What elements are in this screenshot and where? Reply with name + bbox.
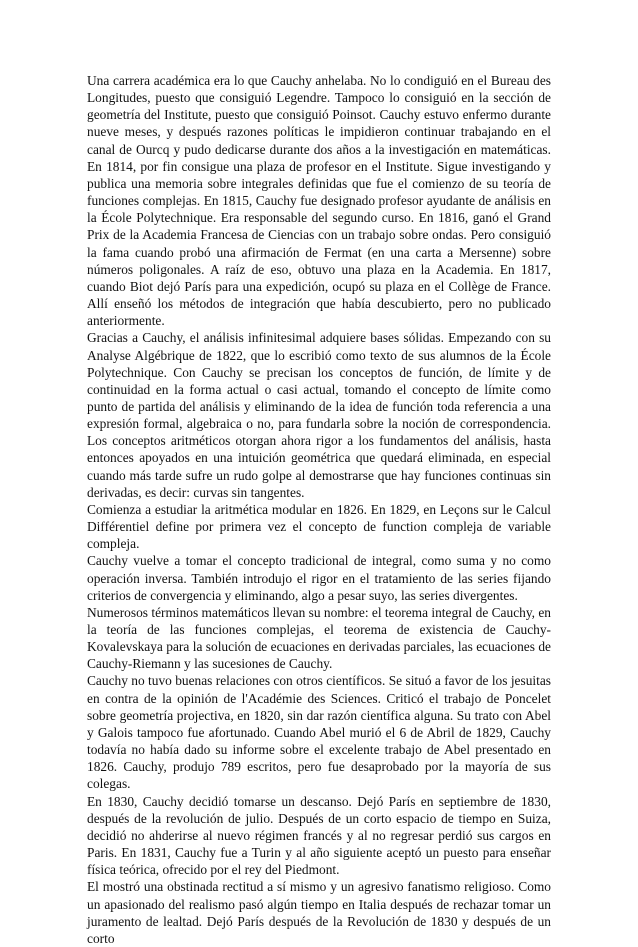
paragraph: En 1830, Cauchy decidió tomarse un descanso. Dejó París en septiembre de 1830, después de la revolución de julio. Después de un corto espacio de tiempo en Suiza, decidió no ahderirse al nuevo régimen francés y al no regresar perdió sus cargos en Paris. En 1831, Cauchy fue a Turin y al año siguiente aceptó un puesto para enseñar física teórica, ofrecido por el rey del Piedmont. bbox=[87, 793, 551, 878]
paragraph: Comienza a estudiar la aritmética modular en 1826. En 1829, en Leçons sur le Calcul Différentiel define por primera vez el concepto de function compleja de variable compleja. bbox=[87, 501, 551, 552]
paragraph: Cauchy no tuvo buenas relaciones con otros científicos. Se situó a favor de los jesuitas en contra de la opinión de l'Académie des Sciences. Criticó el trabajo de Poncelet sobre geometría projectiva, en 1820, sin dar razón científica alguna. Su trato con Abel y Galois tampoco fue afortunado. Cuando Abel murió el 6 de Abril de 1829, Cauchy todavía no había dado su informe sobre el excelente trabajo de Abel presentado en 1826. Cauchy, produjo 789 escritos, pero fue desaprobado por la mayoría de sus colegas. bbox=[87, 673, 551, 792]
paragraph: Numerosos términos matemáticos llevan su nombre: el teorema integral de Cauchy, en la teoría de las funciones complejas, el teorema de existencia de Cauchy-Kovalevskaya para la solución de ecuaciones en derivadas parciales, las ecuaciones de Cauchy-Riemann y las sucesiones de Cauchy. bbox=[87, 604, 551, 672]
document-page bbox=[87, 72, 551, 947]
paragraph: Cauchy vuelve a tomar el concepto tradicional de integral, como suma y no como operación inversa. También introdujo el rigor en el tratamiento de las series fijando criterios de convergencia y eliminando, algo a pesar suyo, las series divergentes. bbox=[87, 553, 551, 603]
paragraph: Una carrera académica era lo que Cauchy anhelaba. No lo condiguió en el Bureau des Longitudes, puesto que consiguió Legendre. Tampoco lo consiguió en la sección de geometría del Institute, puesto que consiguió Poinsot. Cauchy estuvo enfermo durante nueve meses, y después razones políticas le impidieron continuar trabajando en el canal de Ourcq y pudo dedicarse durante dos años a la investigación en matemáticas. En 1814, por fin consigue una plaza de profesor en el Institute. Sigue investigando y publica una memoria sobre integrales definidas que fue el comienzo de su teoría de funciones complejas. En 1815, Cauchy fue designado profesor ayudante de análisis en la École Polytechnique. Era responsable del segundo curso. En 1816, ganó el Grand Prix de la Academia Francesa de Ciencias con un trabajo sobre ondas. Pero consiguió la fama cuando probó una afirmación de Fermat (en una carta a Mersenne) sobre números poligonales. A raíz de eso, obtuvo una plaza en la Academia. En 1817, cuando Biot dejó París para una expedición, ocupó su plaza en el Collège de France. Allí enseñó los métodos de integración que había descubierto, pero no publicado anteriormente. bbox=[87, 73, 551, 329]
paragraph: Gracias a Cauchy, el análisis infinitesimal adquiere bases sólidas. Empezando con su Analyse Algébrique de 1822, que lo escribió como texto de sus alumnos de la École Polytechnique. Con Cauchy se precisan los conceptos de función, de límite y de continuidad en la forma actual o casi actual, tomando el concepto de límite como punto de partida del análisis y eliminando de la idea de función toda referencia a una expresión formal, algebraica o no, para fundarla sobre la noción de correspondencia. Los conceptos aritméticos otorgan ahora rigor a los fundamentos del análisis, hasta entonces apoyados en una intuición geométrica que quedará eliminada, en especial cuando más tarde sufre un rudo golpe al demostrarse que hay funciones continuas sin derivadas, es decir: curvas sin tangentes. bbox=[87, 330, 551, 500]
paragraph: El mostró una obstinada rectitud a sí mismo y un agresivo fanatismo religioso. Como un apasionado del realismo pasó algún tiempo en Italia después de rechazar tomar un juramento de lealtad. Dejó París después de la Revolución de 1830 y después de un corto bbox=[87, 879, 551, 946]
